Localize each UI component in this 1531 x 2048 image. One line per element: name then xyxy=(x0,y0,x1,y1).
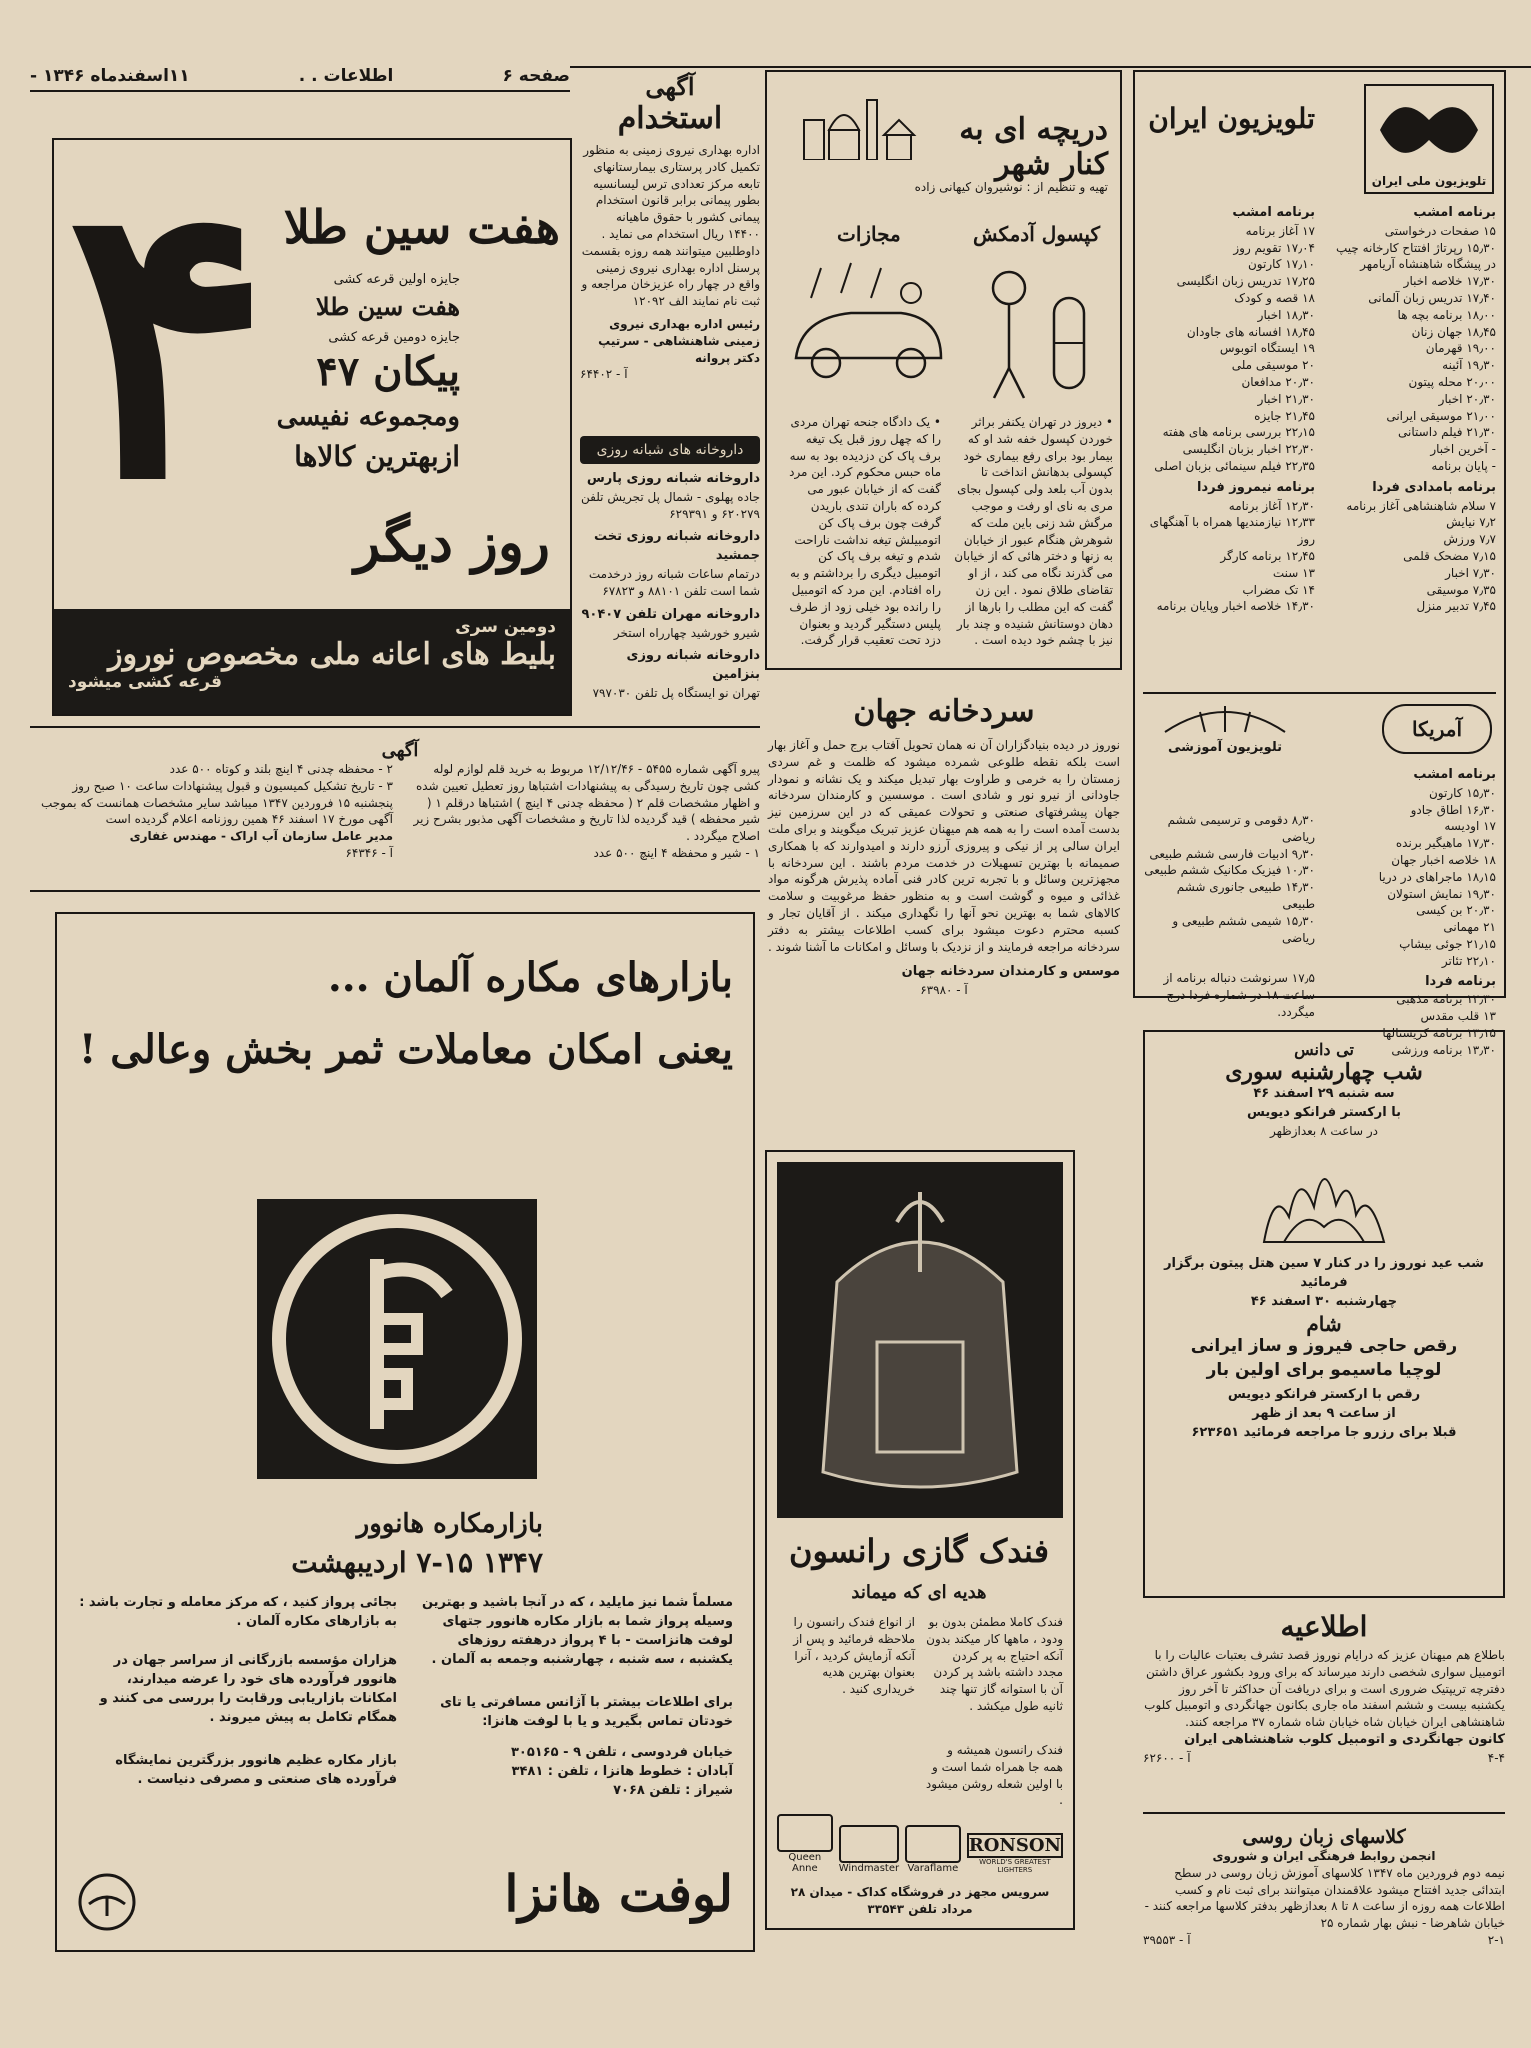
list-item: ۱۵ صفحات درخواستی xyxy=(1384,223,1496,238)
hannover-fair-logo-icon xyxy=(257,1199,537,1479)
tv-iran-title: تلویزیون ایران xyxy=(1148,102,1315,135)
haftsin-headline: هفت سین طلا xyxy=(283,200,560,254)
hannover-text-right3: بازار مکاره عظیم هانوور بزرگترین نمایشگاه فرآورده های صنعتی و مصرفی دنیاست . xyxy=(115,1753,397,1787)
pharmacy-item xyxy=(580,528,760,599)
page-header xyxy=(30,62,570,92)
tv-noon-title: برنامه نیمروز فردا xyxy=(1197,479,1315,495)
list-item: ۲۱٫۱۵ جوئی بیشاپ xyxy=(1399,937,1496,952)
announcement-code2: ۴-۴ xyxy=(1487,1750,1505,1765)
hannover-contact-title: برای اطلاعات بیشتر با آژانس مسافرتی یا تای خودتان تماس بگیرید و یا با لوفت هانزا: xyxy=(440,1695,733,1729)
page-number: صفحه ۶ xyxy=(502,66,570,86)
tv-edu-list xyxy=(1143,812,1315,946)
list-item: ۱۷ آغاز برنامه xyxy=(1245,223,1315,238)
pharmacy-name: داروخانه شبانه روزی بنزامین xyxy=(626,648,760,683)
employment-title: استخدام xyxy=(617,101,723,136)
notice-signer: مدیر عامل سازمان آب اراک - مهندس غفاری xyxy=(129,829,393,844)
issue-date: ۱۱اسفندماه ۱۳۴۶ - xyxy=(30,66,190,86)
notice-item: ۲ - محفظه چدنی ۴ اینچ بلند و کوتاه ۵۰۰ عدد xyxy=(169,762,393,776)
haftsin-best-goods: ازبهترین کالاها xyxy=(294,440,460,473)
list-item: ۱۵٫۳۰ کارتون xyxy=(1428,785,1496,800)
list-item: ۷ سلام شاهنشاهی آغاز برنامه xyxy=(1346,498,1496,513)
charshanbe-reserve: قبلا برای رزرو جا مراجعه فرمائید ۶۲۳۶۵۱ xyxy=(1191,1424,1457,1440)
ronson-tagline: WORLD'S GREATEST LIGHTERS xyxy=(979,1858,1051,1874)
list-item: ۱۹٫۰۰ قهرمان xyxy=(1425,341,1496,356)
haftsin-ad xyxy=(52,116,572,716)
pharmacy-info: شیرو خورشید چهارراه استخر xyxy=(613,625,760,640)
gift-wrapped-lighter-icon xyxy=(777,1162,1063,1518)
hannover-headline1: بازارهای مکاره آلمان ... xyxy=(327,954,733,1001)
list-item: ۲۲٫۳۵ فیلم سینمائی بزبان اصلی xyxy=(1154,459,1315,473)
list-item: ۱۴٫۳۰ خلاصه اخبار وپایان برنامه xyxy=(1156,599,1315,614)
announcement-title: اطلاعیه xyxy=(1280,1610,1368,1643)
lighter-label: Queen Anne xyxy=(788,1852,822,1874)
sardkhaneh-code: آ - ۶۳۹۸۰ xyxy=(920,983,968,998)
list-item: ۱۲٫۳۰ برنامه مذهبی xyxy=(1396,992,1496,1007)
tv-america-tonight-title: برنامه امشب xyxy=(1413,767,1496,782)
list-item: ۱۶٫۳۰ اطاق جادو xyxy=(1410,802,1496,817)
cartoon-left-text: • یک دادگاه جنحه تهران مردی را که چهل روز قبل یک تیغه برف پاک کن دزدیده بود به سه ماه حبس محکوم کرد. این مرد گفت که از خیابان عبور می کرده که باران تندی باریدن گرفت چون برف پاک کن اتومبیلش تیغه نداشت ناراحت شدم و تیغه برف پاک کن اتومبیل دیگری را برداشتم و به راه افتادم. این مرد که اتومبیل را رانده بود خیلی زود از طرف پلیس دستگیر گردید و بعنوان دزد تحت تعقیب قرار گرفت. xyxy=(789,415,941,648)
tv-america-logo xyxy=(1382,704,1492,754)
list-item: ۱۸٫۱۵ ماجراهای در دریا xyxy=(1378,869,1496,884)
list-item: ۱۵٫۳۰ شیمی ششم طبیعی و ریاضی xyxy=(1172,913,1315,945)
charshanbe-date2: چهارشنبه ۳۰ اسفند ۴۶ xyxy=(1250,1294,1398,1310)
list-item: ۲۲٫۱۰ تئاتر xyxy=(1441,953,1496,968)
charshanbe-kicker: تی دانس xyxy=(1294,1040,1354,1059)
tv-america-col xyxy=(1324,766,1496,1059)
cartoon-right-title: کپسول آدمکش xyxy=(973,222,1100,246)
charshanbe-singer: لوچیا ماسیمو برای اولین بار xyxy=(1206,1360,1442,1381)
charshanbe-ad xyxy=(1143,1030,1505,1598)
announcement-signer: کانون جهانگردی و اتومبیل کلوب شاهنشاهی ایران xyxy=(1184,1731,1505,1747)
notice-title: آگهی xyxy=(381,740,419,761)
charshanbe-orchestra2: رقص با ارکستر فرانکو دیویس xyxy=(1227,1387,1421,1403)
haftsin-bottom-main: بلیط های اعانه ملی مخصوص نوروز xyxy=(108,637,556,672)
city-window-column xyxy=(765,70,1122,670)
list-item: ۱۸٫۳۰ اخبار xyxy=(1257,307,1315,322)
water-notice xyxy=(40,740,760,880)
lufthansa-crane-icon xyxy=(77,1872,137,1932)
hannover-contacts xyxy=(413,1744,733,1801)
hannover-fair-date: ۱۳۴۷ ۷-۱۵ اردیبهشت xyxy=(291,1546,543,1579)
tv-iran-left-col xyxy=(1143,204,1315,615)
tv-tonight-list xyxy=(1143,223,1315,475)
sardkhaneh-title: سردخانه جهان xyxy=(853,694,1035,729)
tv-iran-right-col xyxy=(1324,204,1496,615)
list-item: ۲۱٫۳۰ اخبار xyxy=(1257,391,1315,406)
list-item: ۱۷ اودیسه xyxy=(1444,819,1496,834)
haftsin-collection: ومجموعه نفیسی xyxy=(276,402,460,432)
list-item: ۱۷٫۰۴ تقویم روز xyxy=(1233,240,1315,255)
charshanbe-dance: رقص حاجی فیروز و ساز ایرانی xyxy=(1190,1336,1458,1357)
employment-signature: رئیس اداره بهداری نیروی زمینی شاهنشاهی - سرتیپ دکتر پروانه xyxy=(598,316,760,365)
list-item: ۱۹٫۳۰ نمایش استولان xyxy=(1387,886,1496,901)
list-item: ۱۲٫۳۰ آغاز برنامه xyxy=(1228,498,1315,513)
employment-code: آ - ۶۴۴۰۲ xyxy=(580,367,628,382)
city-window-byline: تهیه و تنظیم از : نوشیروان کیهانی زاده xyxy=(914,180,1108,194)
notice-body: پیرو آگهی شماره ۵۴۵۵ - ۱۲/۱۲/۴۶ مربوط به خرید قلم لوازم لوله کشی چون تاریخ رسیدگی به پیشنهادات اشتباها روز تعطیل تعیین شده و اظهار مشخصات قلم ۲ ( محفظه چدنی ۴ اینچ ) اشتباها درقلم ۱ ( شیر محفظه ) قید گردیده لذا تاریخ و مشخصات آگهی مذبور بشرح زیر اصلاح میگردد . xyxy=(413,762,760,844)
tv-america-title: آمریکا xyxy=(1411,717,1462,741)
hannover-fair-name: بازارمکاره هانوور xyxy=(356,1509,543,1539)
charshanbe-time: در ساعت ۸ بعدازظهر xyxy=(1270,1123,1378,1138)
announcement-body: باطلاع هم میهنان عزیز که درایام نوروز قصد تشرف بعتبات عالیات را با اتومبیل سواری شخصی دارند میرساند که برای ورود بکشور عراق داشتن دفترچه تریپتیک ضروری است و برای دریافت آن حداکثر تا آخر روز یکشنبه بیست و ششم اسفند ماه جاری بکانون جهانگردی و اتومبیل کلوب شاهنشاهی ایران خیابان شاه خیابان شاه شماره ۳۷ مراجعه کنند. xyxy=(1144,1648,1505,1730)
list-item: ۲۰ موسیقی ملی xyxy=(1231,358,1315,373)
list-item: ۱۵٫۳۰ رپرتاژ افتتاح کارخانه چیپ در پیشگاه شاهنشاه آریامهر xyxy=(1335,240,1496,272)
tv-noon-list xyxy=(1143,498,1315,616)
tv-morning-list xyxy=(1324,498,1496,616)
russian-sub: انجمن روابط فرهنگی ایران و شوروی xyxy=(1212,1849,1436,1863)
list-item: ۲۲٫۳۰ اخبار بزبان انگلیسی xyxy=(1182,442,1315,457)
list-item: ۲۱٫۰۰ موسیقی ایرانی xyxy=(1386,408,1496,423)
hannover-text-right: بجائی پرواز کنید ، که مرکز معامله و تجارت باشد : به بازارهای مکاره آلمان . xyxy=(79,1595,397,1629)
list-item: ۲۲٫۱۵ بررسی برنامه های هفته xyxy=(1162,425,1315,440)
announcement-code xyxy=(1143,1750,1505,1767)
ronson-body-right: فندک کاملا مطمئن بدون بو ودود ، ماهها کار میکند بدون آنکه احتیاج به پر کردن مجدد داشته باشد پر کردن آن با استوانه گاز تنها چند ثانیه طول میکشد . xyxy=(926,1615,1063,1713)
charshanbe-time2: از ساعت ۹ بعد از ظهر xyxy=(1252,1405,1396,1421)
list-item: ۱۳٫۳۰ برنامه ورزشی xyxy=(1391,1042,1496,1057)
list-item: ۱۸ قصه و کودک xyxy=(1234,291,1315,306)
haftsin-prize2: جایزه دومین قرعه کشی xyxy=(328,330,460,345)
list-item: ۷٫۱۵ مضحک قلمی xyxy=(1403,549,1496,564)
tv-tonight-title: برنامه امشب xyxy=(1413,205,1496,220)
ronson-photo xyxy=(777,1162,1063,1518)
ronson-title: فندک گازی رانسون xyxy=(789,1532,1049,1570)
russian-code2: ۲-۱ xyxy=(1487,1932,1505,1947)
hannover-ad xyxy=(55,912,755,1952)
bonfire-icon xyxy=(1244,1147,1404,1247)
list-item: ۱۷٫۲۵ تدریس زبان انگلیسی xyxy=(1176,274,1315,289)
announcement-rule xyxy=(1143,1812,1505,1814)
tv-edu-logo xyxy=(1155,702,1295,762)
notice-top-rule xyxy=(30,726,760,728)
pharmacy-info: جاده پهلوی - شمال پل تجریش تلفن ۶۲۰۲۷۹ و ۶۲۹۳۹۱ xyxy=(580,489,760,521)
ronson-subtitle: هدیه ای که میماند xyxy=(851,1582,987,1603)
hannover-contact: آبادان : خطوط هانزا ، تلفن : ۳۴۸۱ xyxy=(511,1763,733,1779)
pharmacy-name: داروخانه مهران تلفن ۹۰۴۰۷ xyxy=(581,606,760,622)
haftsin-days-later: روز دیگر xyxy=(354,510,550,574)
pill-cartoon-icon xyxy=(959,258,1109,408)
list-item: ۱۳ قلب مقدس xyxy=(1420,1009,1496,1024)
pharmacy-name: داروخانه شبانه روزی تخت جمشید xyxy=(594,529,760,564)
touring-club-announcement xyxy=(1143,1610,1505,1806)
hannover-logo xyxy=(257,1199,537,1479)
list-item: ۱۸ خلاصه اخبار جهان xyxy=(1391,853,1496,868)
list-item: ۲۰٫۳۰ مدافعان xyxy=(1241,375,1315,390)
haftsin-prize2-name: پیکان ۴۷ xyxy=(316,348,460,395)
haftsin-prize1: جایزه اولین قرعه کشی xyxy=(333,272,460,287)
pharmacy-info: تهران نو ایستگاه پل تلفن ۷۹۷۰۳۰ xyxy=(592,686,760,701)
tv-tonight-list xyxy=(1324,223,1496,475)
ronson-lighter-row xyxy=(777,1812,1063,1874)
lighter-label: Varaflame xyxy=(907,1863,959,1874)
tv-tonight-title: برنامه امشب xyxy=(1232,205,1315,220)
russian-code1: آ - ۳۹۵۵۳ xyxy=(1143,1932,1191,1947)
tv-edu-col xyxy=(1143,812,1315,1021)
haftsin-bottom-banner xyxy=(54,609,570,714)
lighter-varaflame xyxy=(905,1825,961,1874)
list-item: ۷٫۴۵ تدبیر منزل xyxy=(1416,599,1496,614)
charshanbe-dinner: شام xyxy=(1306,1312,1342,1337)
charshanbe-program: شب عید نوروز را در کنار ۷ سین هتل پیتون برگزار فرمائید xyxy=(1164,1256,1484,1291)
ronson-brand: RONSON xyxy=(968,1835,1062,1856)
list-item: ۱۷٫۳۰ خلاصه اخبار xyxy=(1403,274,1496,289)
tv-america-tomorrow-title: برنامه فردا xyxy=(1425,973,1496,989)
ronson-body-right2: فندک رانسون همیشه و همه جا همراه شما است و با اولین شعله روشن میشود . xyxy=(925,1743,1063,1808)
notice-item: ۱ - شیر و محفظه ۴ اینچ ۵۰۰ عدد xyxy=(593,845,760,860)
list-item: ۱۳ سنت xyxy=(1272,565,1315,580)
tv-america-footer: ۱۷٫۵ سرنوشت دنباله برنامه از ساعت ۱۸ در شماره فردا درج میگردد. xyxy=(1163,971,1315,1019)
announcement-code1: آ - ۶۲۶۰۰ xyxy=(1143,1750,1191,1765)
employment-body: اداره بهداری نیروی زمینی به منظور تکمیل کادر پرستاری بیمارستانهای تابعه مرکز تعدادی ترس لیسانسیه بطور پیمانی برابر قانون استخدام پیمانی کشور با حقوق ماهیانه ۱۴۴۰۰ ریال استخدام می نماید . داوطلبین میتوانند همه روزه بقسمت پرسنل اداره بهداری نیروی زمینی واقع در چهار راه عزیزخان مراجعه و ثبت نام نمایند الف ۱۲۰۹۲ xyxy=(581,143,760,309)
sardkhaneh-ad xyxy=(768,688,1120,1138)
list-item: ۱۷٫۴۰ تدریس زبان آلمانی xyxy=(1368,291,1496,306)
pharmacy-item xyxy=(580,470,760,522)
hannover-text-right2: هزاران مؤسسه بازرگانی از سراسر جهان در هانوور فرآورده های خود را عرضه میدارند، امکانات بازاریابی ورقابت را بررسی می کنند و همگام تکامل به پیش میروند . xyxy=(99,1653,397,1725)
tv-america-tonight-list xyxy=(1324,785,1496,970)
pharmacy-list xyxy=(580,436,760,718)
haftsin-bottom-sub: قرعه کشی میشود xyxy=(68,672,222,692)
list-item: ۱۹ ایستگاه اتوبوس xyxy=(1219,341,1315,356)
list-item: ۱۷٫۱۰ کارتون xyxy=(1247,257,1315,272)
tv-edu-title: تلویزیون آموزشی xyxy=(1167,740,1283,755)
pharmacy-item xyxy=(580,647,760,701)
list-item: ۸٫۳۰ دقومی و ترسیمی ششم ریاضی xyxy=(1167,813,1315,844)
notice-item: ۳ - تاریخ تشکیل کمیسیون و قبول پیشنهادات ساعت ۱۰ صبح روز پنجشنبه ۱۵ فروردین ۱۳۴۷ میباشد سایر مشخصات همانست که بموجب آگهی مورخ ۱۷ اسفند ۴۶ همین روزنامه اعلام گردیده است xyxy=(40,778,393,827)
hannover-headline2: یعنی امکان معاملات ثمر بخش وعالی ! xyxy=(78,1026,733,1073)
russian-title: کلاسهای زبان روسی xyxy=(1242,1826,1406,1848)
top-rule-right xyxy=(570,66,1531,68)
charshanbe-date: سه شنبه ۲۹ اسفند ۴۶ xyxy=(1253,1086,1395,1101)
list-item: ۷٫۳۰ اخبار xyxy=(1445,565,1496,580)
russian-classes xyxy=(1143,1826,1505,1986)
pharmacy-name: داروخانه شبانه روزی پارس xyxy=(586,471,760,486)
tv-divider xyxy=(1143,692,1496,694)
tv-edu-emblem-icon xyxy=(1155,702,1295,736)
ronson-logo xyxy=(967,1833,1063,1874)
notice-bottom-rule xyxy=(30,890,760,892)
list-item: ۲۰٫۰۰ محله پیتون xyxy=(1408,375,1496,390)
car-cartoon-icon xyxy=(781,258,951,408)
sardkhaneh-body: نوروز در دیده بنیادگزاران آن نه همان تحویل آفتاب برج حمل و آغاز بهار است بلکه نقطه طلوعی شمرده میشود که ظلمت و غم سردی زمستان را به خرمی و طراوت بهار تبدیل میکند و یک نشانه و نمودار جاودانی از نیرو نور و شادی است . موسسین و کارمندان سردخانه جهان پیشرفتهای صنعتی و تحولات عمیقی که در این سرزمین نیز بدست آمده است را به همه هم میهنان عزیز تبریک میگویند و برای ملت ایران سالی پر از نیکی و پیروزی آرزو دارند و امیدوارند که با همکاری صمیمانه با بهترین تسهیلات در خدمت مردم باشند . این سردخانه با مجهزترین وسائل و با تجربه ترین کادر فنی آماده پذیرش هرگونه مواد غذائی و میوه و گوشت است و به منظور حفظ مرغوبیت و سلامت کالاهای شما به بهترین نحو آنها را نگهداری میکند . از آقایان تجار و کسبه محترم دعوت میشود برای کسب اطلاعات بیشتر به دفتر سردخانه مراجعه فرمایند و از نزدیک با وسائل و امکانات ما آشنا شوند . xyxy=(767,738,1120,954)
tv-morning-title: برنامه بامدادی فردا xyxy=(1372,479,1496,495)
lighter-label: Windmaster xyxy=(838,1863,900,1874)
list-item: ۲۰٫۳۰ بن کیسی xyxy=(1416,903,1496,918)
hannover-text-left: مسلماً شما نیز مایلید ، که در آنجا باشید و بهترین وسیله پرواز شما به بازار مکاره هانوور جتهای لوفت هانزاست - با ۴ پرواز درهفته روزهای یکشنبه ، سه شنبه ، چهارشنبه وجمعه به آلمان . xyxy=(421,1595,733,1667)
russian-body: نیمه دوم فروردین ماه ۱۳۴۷ کلاسهای آموزش زبان روسی در سطح ابتدائی جدید افتتاح میشود علاقمندان میتوانند برای ثبت نام و کسب اطلاعات همه روزه از ساعت ۸ تا ۸ بعدازظهر بدفتر کلاسها مراجعه کنند - خیابان شاهرضا - نبش بهار شماره ۲۵ xyxy=(1144,1865,1505,1931)
pharmacy-info: درتمام ساعات شبانه روز درخدمت شما است تلفن ۸۸۱۰۱ و ۶۷۸۲۳ xyxy=(588,567,760,598)
tv-iran-logo xyxy=(1364,84,1494,194)
ronson-body-left: از انواع فندک رانسون را ملاحظه فرمائید و پس از آنکه آزمایش کردید ، آنرا بعنوان بهترین هدیه خریداری کنید . xyxy=(793,1615,915,1697)
list-item: ۱۴٫۳۰ طبیعی جانوری ششم طبیعی xyxy=(1176,880,1315,911)
pharmacy-item xyxy=(580,606,760,642)
list-item: ۱۸٫۴۵ جهان زنان xyxy=(1411,324,1496,339)
list-item: ۱۷٫۳۰ ماهیگیر برنده xyxy=(1395,836,1496,851)
city-window-title: دریچه ای به کنار شهر xyxy=(959,112,1108,182)
ronson-footer: سرویس مجهز در فروشگاه کداک - میدان ۲۸ مرداد تلفن ۳۳۵۴۳ xyxy=(790,1885,1050,1916)
list-item: ۱۸٫۰۰ برنامه بچه ها xyxy=(1397,307,1496,322)
list-item: ۱۲٫۳۳ نیازمندیها همراه با آهنگهای روز xyxy=(1149,515,1315,547)
paper-name: اطلاعات . . xyxy=(298,66,394,86)
hannover-contact: خیابان فردوسی ، تلفن ۹ - ۳۰۵۱۶۵ xyxy=(511,1745,733,1760)
lighter-windmaster xyxy=(839,1825,899,1874)
ronson-ad xyxy=(765,1150,1075,1930)
cartoon-left-title: مجازات xyxy=(837,222,901,246)
lighter-queen-anne xyxy=(777,1814,833,1874)
cartoon-right-text: • دیروز در تهران یکنفر براثر خوردن کپسول خفه شد او که بیمار بود برای رفع بیماری خود کپسولی بدهانش انداخت تا بدون آب بلعد ولی کپسول بجای مری به نای او رفت و موجب مرگش شد زنی باین ملت که شوهرش هنگام عبور از خیابان به زنها و دختر هائی که از خیابان می گذرند نگاه می کند ، از او تقاضای طلاق نمود . این زن گفت که این مطلب را بارها از دهان دوستانش شنیده و چند بار نیز با چشم خود دیده است . xyxy=(954,415,1113,648)
list-item: ۱۰٫۳۰ فیزیک مکانیک ششم طبیعی xyxy=(1144,863,1315,878)
employment-ad xyxy=(580,72,760,412)
list-item: ۹٫۳۰ ادبیات فارسی ششم طبیعی xyxy=(1149,846,1315,861)
list-item: ۱۸٫۴۵ افسانه های جاودان xyxy=(1186,324,1315,339)
list-item: ۲۰٫۳۰ اخبار xyxy=(1438,391,1496,406)
list-item: ۱۳٫۱۵ برنامه کریستالها xyxy=(1382,1026,1496,1041)
list-item: ۲۱٫۳۰ فیلم داستانی xyxy=(1398,425,1496,440)
list-item: ۲۱ مهمانی xyxy=(1443,920,1496,935)
russian-codes xyxy=(1143,1932,1505,1949)
lufthansa-brand: لوفت هانزا xyxy=(504,1864,733,1923)
list-item: ۱۲٫۴۵ برنامه کارگر xyxy=(1220,549,1315,564)
list-item: ۷٫۷ ورزش xyxy=(1443,532,1496,547)
sardkhaneh-signature: موسس و کارمندان سردخانه جهان xyxy=(901,964,1120,980)
list-item: - پایان برنامه xyxy=(1431,459,1496,473)
list-item: ۷٫۲ نیایش xyxy=(1446,515,1496,530)
haftsin-prize1-name: هفت سین طلا xyxy=(315,292,460,321)
haftsin-big-number: ۴ xyxy=(66,116,271,563)
employment-kicker: آگهی xyxy=(645,72,695,101)
pharmacy-banner: داروخانه های شبانه روزی xyxy=(580,436,760,464)
list-item: ۱۹٫۳۰ آئینه xyxy=(1442,358,1496,373)
list-item: - آخرین اخبار xyxy=(1430,442,1496,457)
tv-logo-text: تلویزیون ملی ایران xyxy=(1371,174,1487,188)
list-item: ۷٫۳۵ موسیقی xyxy=(1426,582,1496,597)
notice-code: آ - ۶۴۳۴۶ xyxy=(345,845,393,860)
haftsin-bottom-small: دومین سری xyxy=(455,617,556,637)
charshanbe-title: شب چهارشنبه سوری xyxy=(1225,1059,1423,1085)
tv-logo-pattern-icon xyxy=(1370,90,1488,170)
hannover-contact: شیراز : تلفن ۷۰۶۸ xyxy=(613,1782,733,1798)
list-item: ۱۴ تک مضراب xyxy=(1242,582,1315,597)
list-item: ۲۱٫۴۵ جایزه xyxy=(1254,408,1315,423)
charshanbe-orchestra: با ارکستر فرانکو دیویس xyxy=(1246,1104,1402,1120)
